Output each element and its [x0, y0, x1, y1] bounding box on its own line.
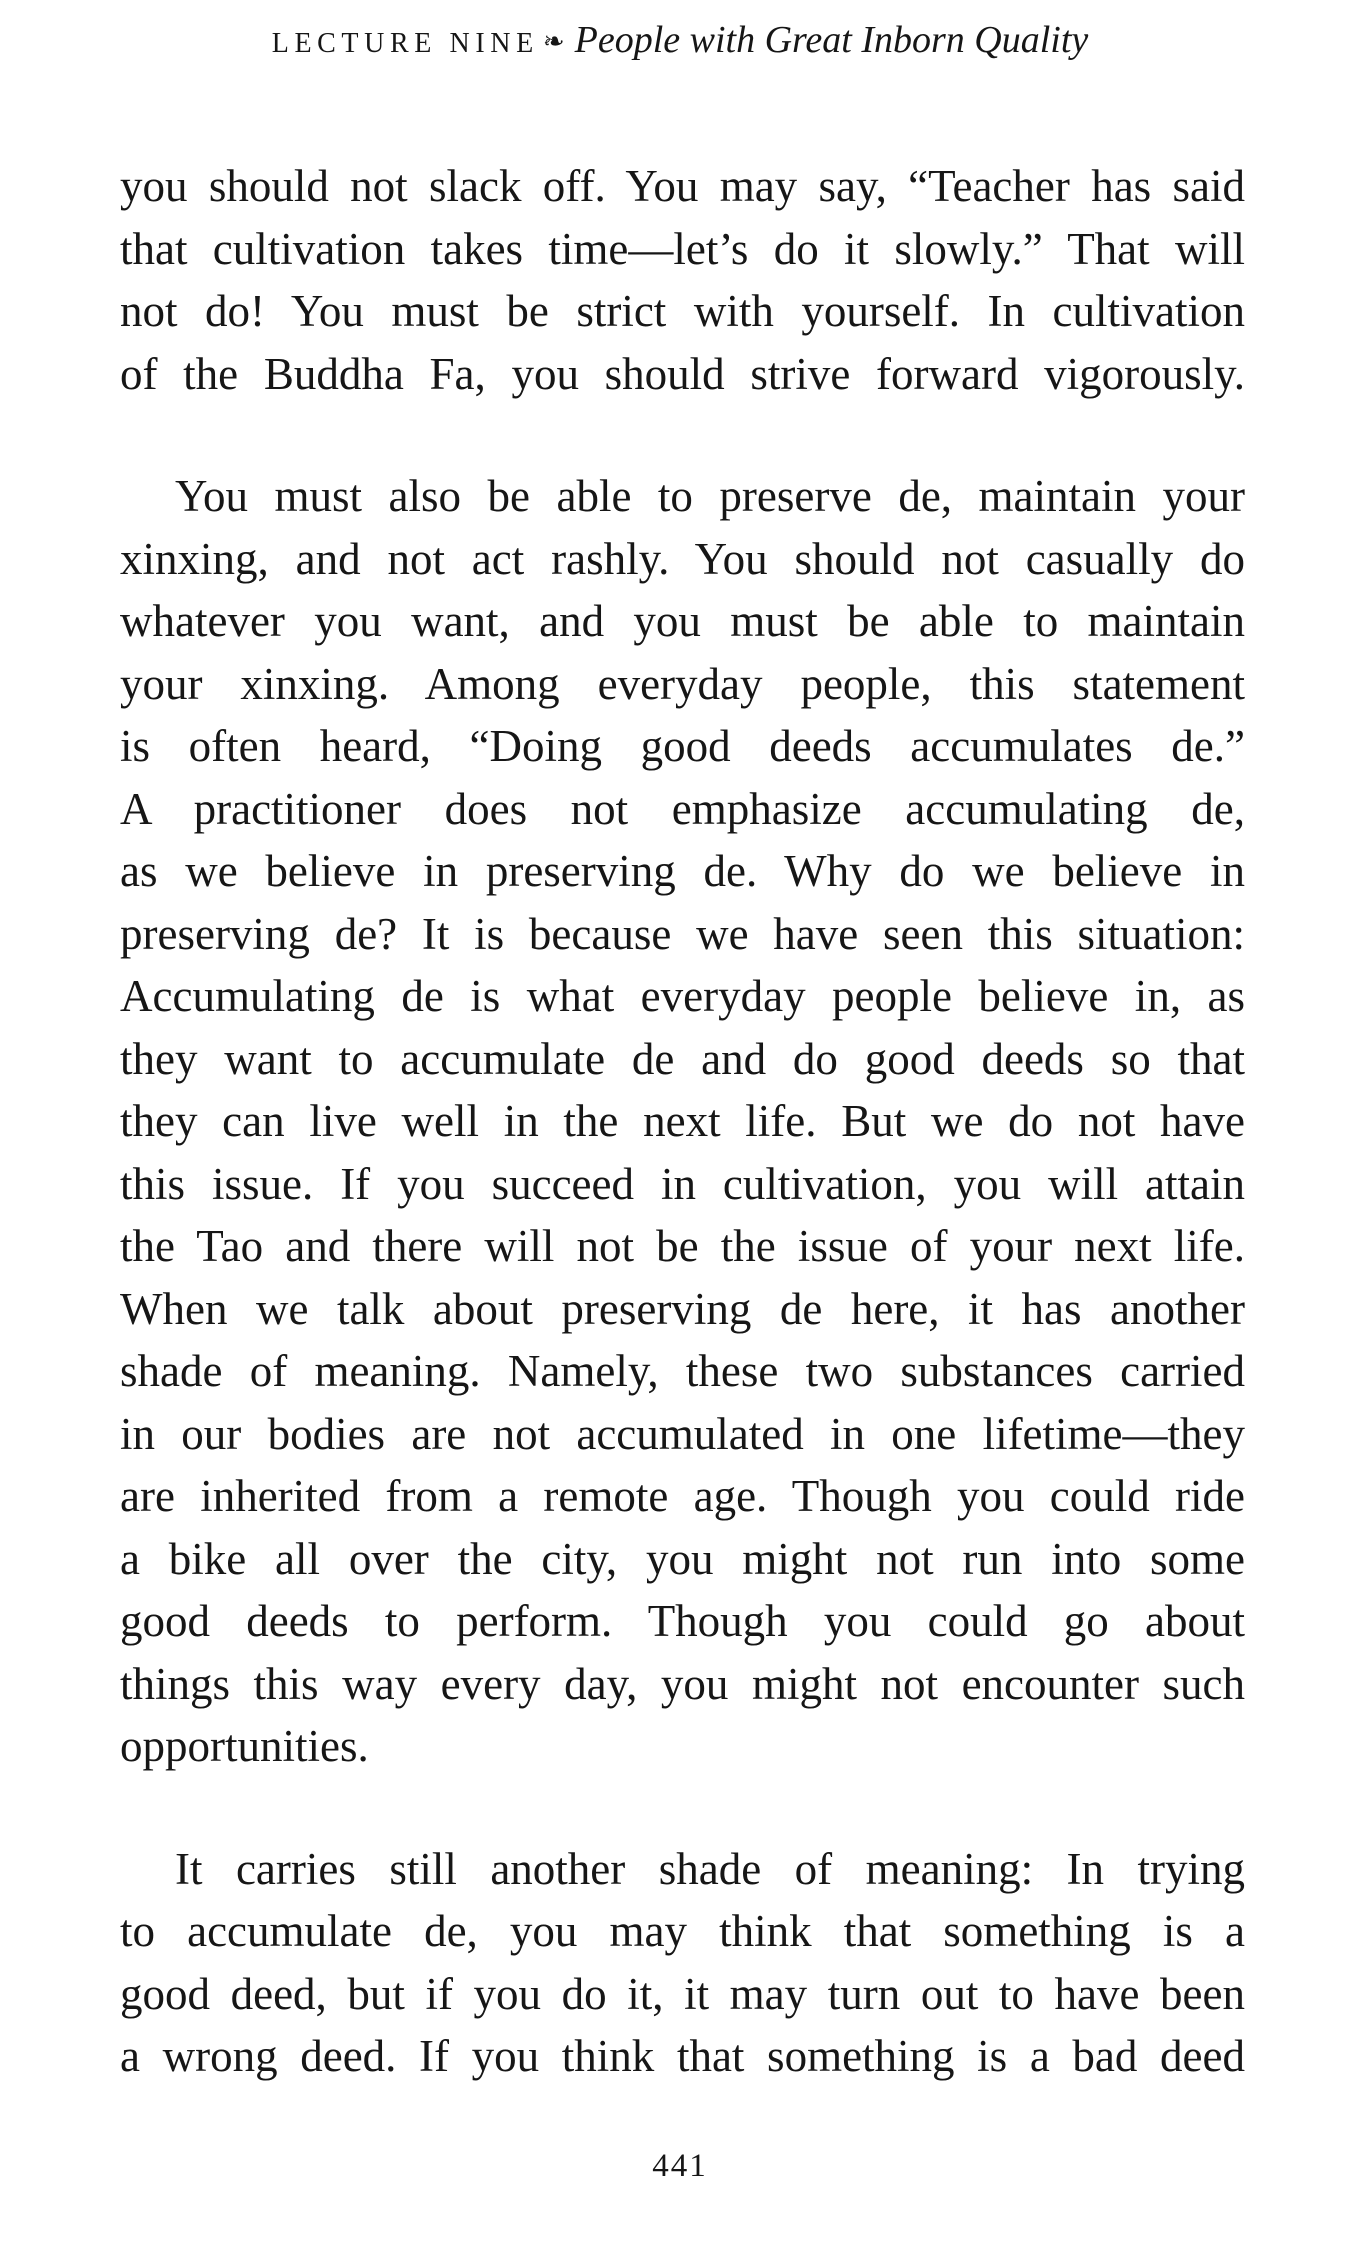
text-line: is often heard, “Doing good deeds accumulates de.” [120, 721, 1245, 771]
text-line: Accumulating de is what everyday people believe in, as [120, 971, 1245, 1021]
body-text [120, 155, 1245, 2148]
text-line: that cultivation takes time—let’s do it slowly.” That will [120, 223, 1245, 274]
text-line: the Tao and there will not be the issue of your next life. [120, 1221, 1245, 1271]
paragraph [120, 465, 1245, 1778]
paragraph [120, 1838, 1245, 2088]
text-line: they can live well in the next life. But we do not have [120, 1096, 1245, 1146]
text-line: you should not slack off. You may say, “Teacher has said [120, 161, 1245, 211]
chapter-title: People with Great Inborn Quality [574, 19, 1089, 61]
text-line: It carries still another shade of meaning: In trying [175, 1843, 1245, 1894]
text-line: opportunities. [120, 1721, 369, 1771]
fleuron-icon: ❧ [542, 27, 565, 56]
paragraph [120, 155, 1245, 405]
text-line: a wrong deed. If you think that something is a bad deed [120, 2031, 1245, 2081]
page-number: 441 [652, 2148, 708, 2184]
text-line: this issue. If you succeed in cultivation, you will attain [120, 1158, 1245, 1209]
text-line: good deeds to perform. Though you could go about [120, 1596, 1245, 1646]
text-line: good deed, but if you do it, it may turn out to have been [120, 1968, 1245, 2019]
text-line: When we talk about preserving de here, it has another [120, 1283, 1245, 1334]
text-line: not do! You must be strict with yourself. In cultivation [120, 286, 1245, 336]
text-line: shade of meaning. Namely, these two substances carried [120, 1346, 1245, 1396]
lecture-label: LECTURE NINE [271, 28, 539, 59]
text-line: You must also be able to preserve de, maintain your [175, 471, 1245, 521]
text-line: xinxing, and not act rashly. You should not casually do [120, 533, 1245, 584]
text-line: a bike all over the city, you might not run into some [120, 1533, 1245, 1584]
text-line: of the Buddha Fa, you should strive forward vigorously. [120, 348, 1245, 399]
text-line: preserving de? It is because we have seen this situation: [120, 908, 1245, 959]
text-line: A practitioner does not emphasize accumulating de, [120, 783, 1245, 834]
text-line: your xinxing. Among everyday people, this statement [120, 658, 1245, 709]
text-line: they want to accumulate de and do good deeds so that [120, 1033, 1245, 1084]
text-line: in our bodies are not accumulated in one lifetime—they [120, 1408, 1245, 1459]
text-line: whatever you want, and you must be able to maintain [120, 596, 1245, 646]
text-line: are inherited from a remote age. Though you could ride [120, 1471, 1245, 1521]
text-line: as we believe in preserving de. Why do we believe in [120, 846, 1245, 896]
text-line: things this way every day, you might not encounter such [120, 1658, 1245, 1709]
text-line: to accumulate de, you may think that something is a [120, 1906, 1245, 1956]
running-header [0, 18, 1360, 70]
